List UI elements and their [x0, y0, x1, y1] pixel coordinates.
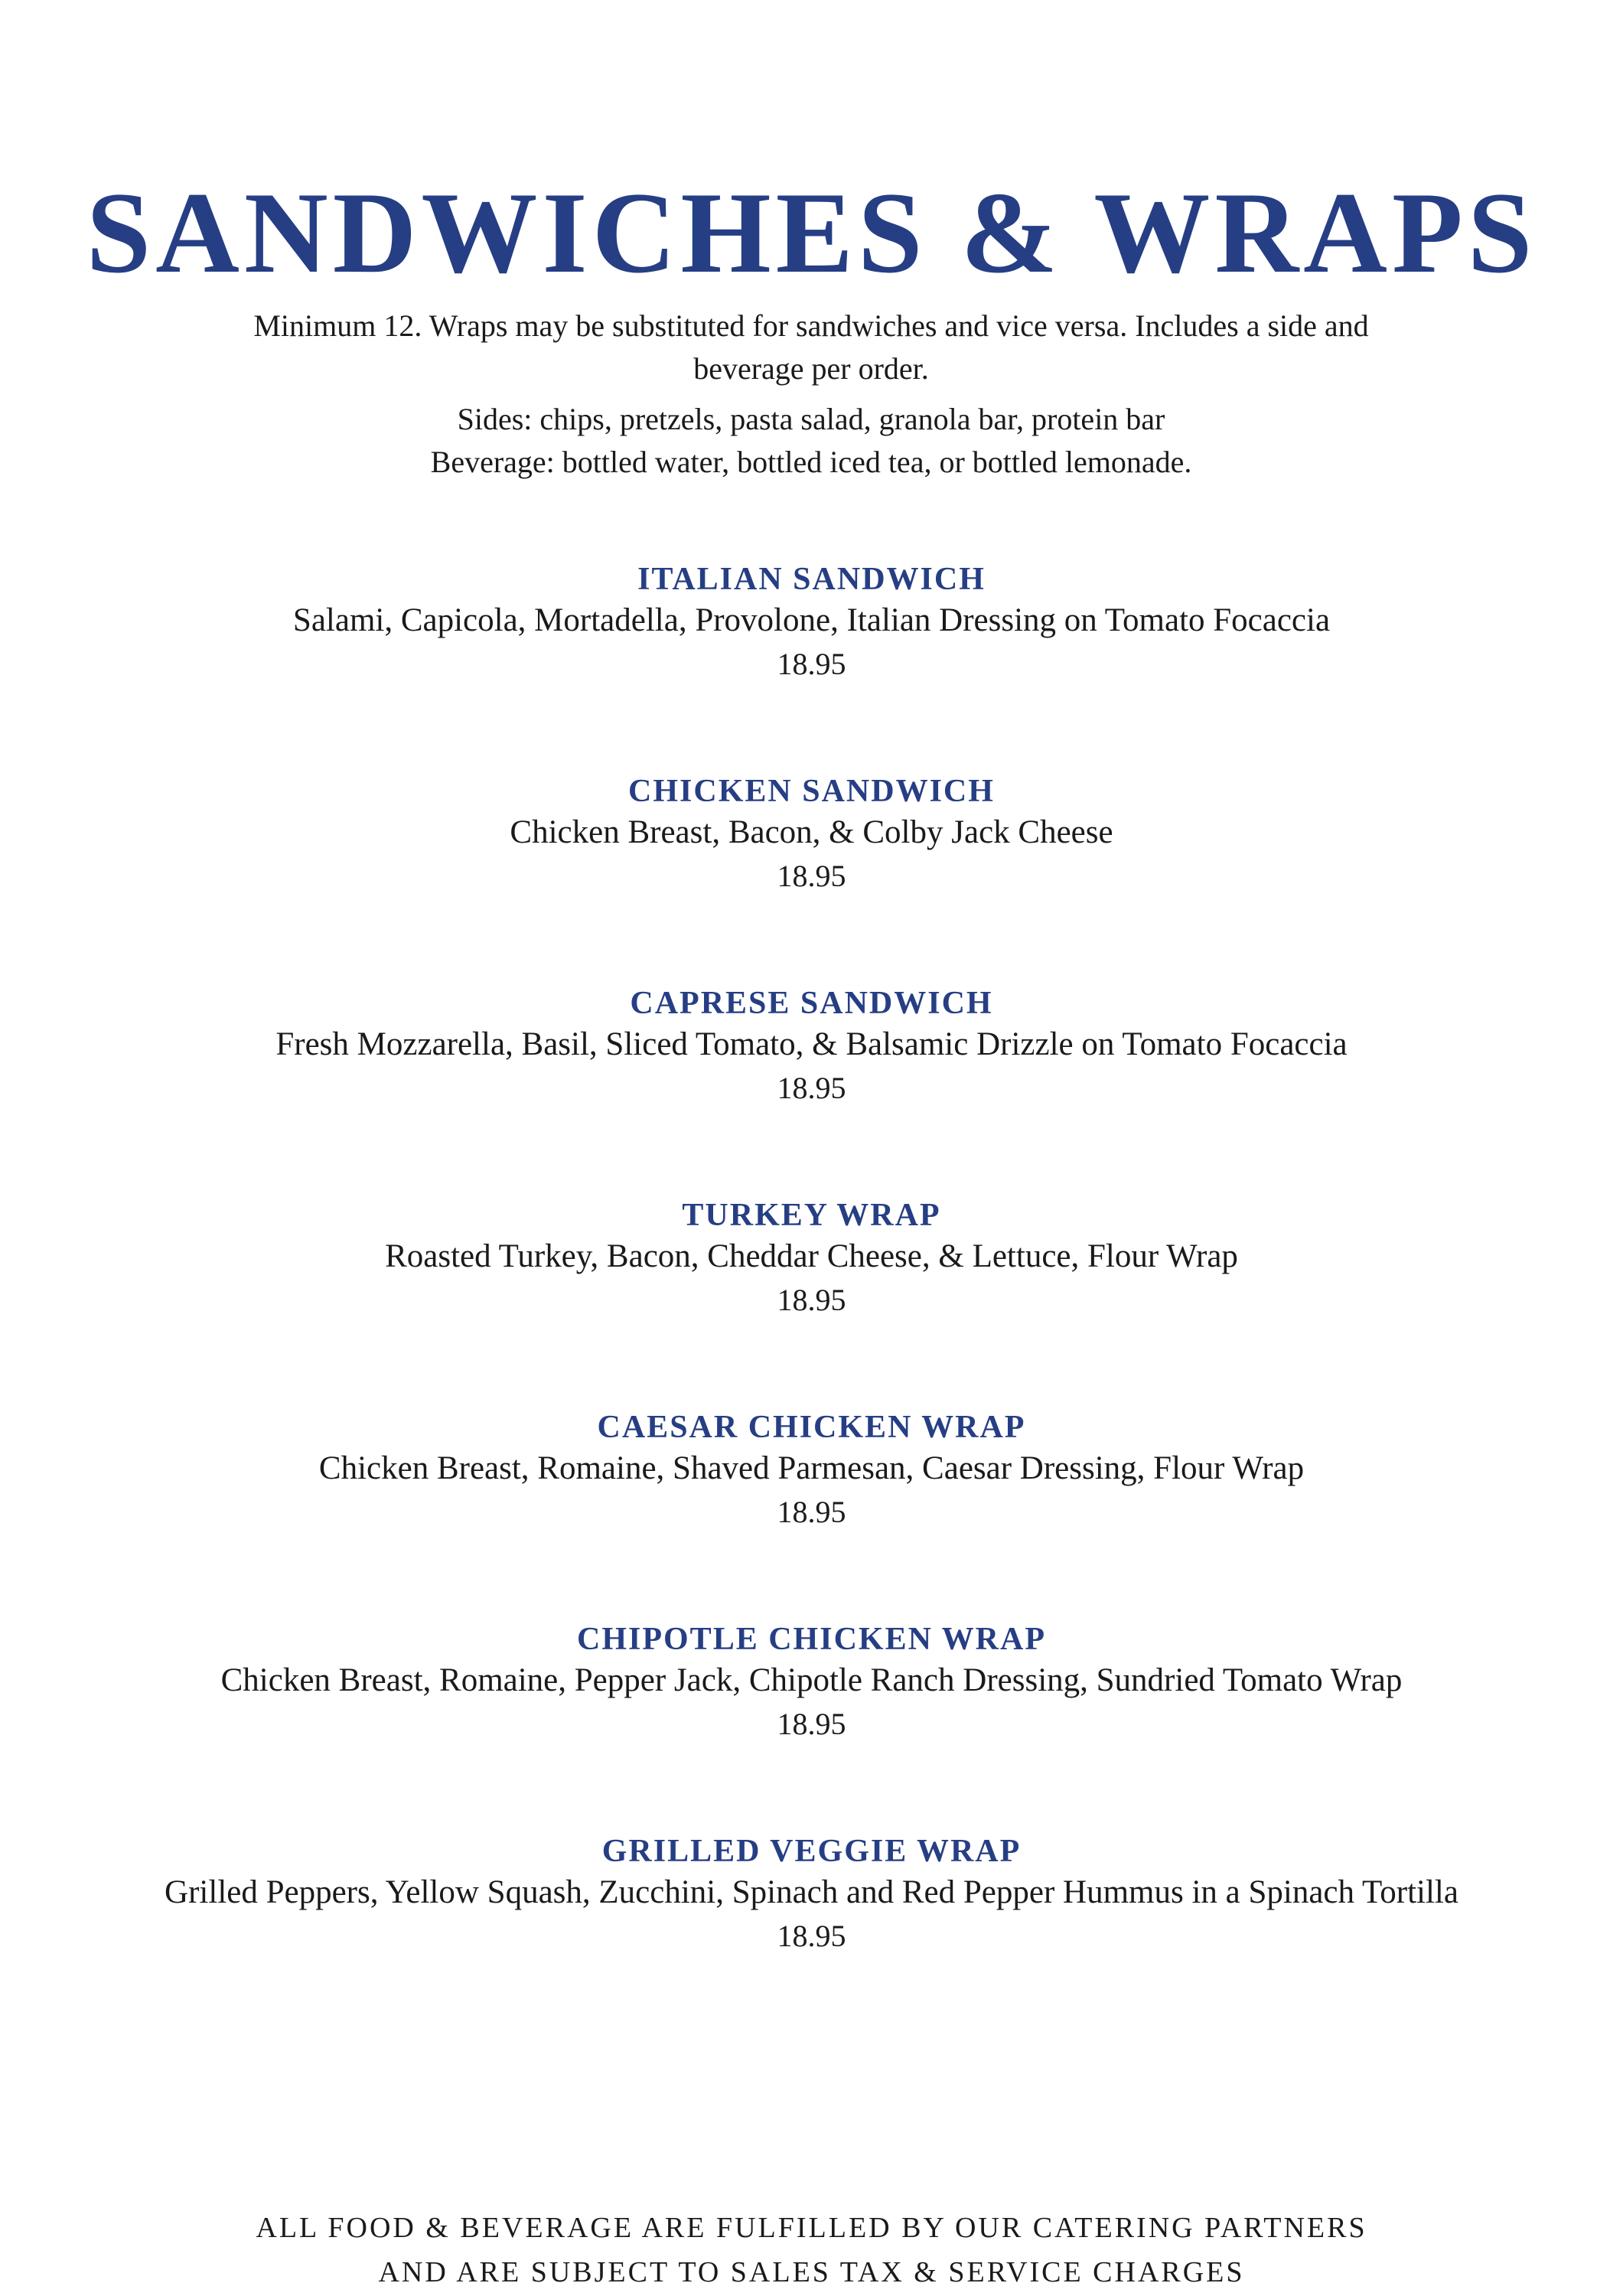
menu-item-price: 18.95 [777, 1071, 846, 1105]
intro-options [199, 398, 1423, 484]
menu-item-turkey-wrap [46, 1195, 1577, 1322]
menu-item-description: Chicken Breast, Romaine, Pepper Jack, Chipotle Ranch Dressing, Sundried Tomato Wrap [220, 1662, 1403, 1698]
footer-disclaimer [0, 2206, 1623, 2294]
menu-item-name: TURKEY WRAP [682, 1198, 941, 1233]
menu-item-italian-sandwich [46, 559, 1577, 687]
menu-item-caesar-chicken-wrap [46, 1407, 1577, 1534]
menu-item-price: 18.95 [777, 1707, 846, 1741]
menu-item-name: CHIPOTLE CHICKEN WRAP [577, 1622, 1046, 1657]
page-title: SANDWICHES & WRAPS [86, 168, 1537, 297]
menu-item-name: GRILLED VEGGIE WRAP [601, 1834, 1022, 1869]
menu-item-chicken-sandwich [46, 771, 1577, 899]
footer-line: AND ARE SUBJECT TO SALES TAX & SERVICE CHARGES [378, 2256, 1245, 2288]
menu-item-name: CAESAR CHICKEN WRAP [597, 1410, 1026, 1445]
menu-item-description: Salami, Capicola, Mortadella, Provolone, Italian Dressing on Tomato Focaccia [292, 602, 1331, 638]
menu-item-description: Grilled Peppers, Yellow Squash, Zucchini, Spinach and Red Pepper Hummus in a Spinach Tortilla [165, 1874, 1458, 1910]
menu-item-name: CHICKEN SANDWICH [628, 774, 995, 809]
menu-item-price: 18.95 [777, 1919, 846, 1953]
menu-item-description: Roasted Turkey, Bacon, Cheddar Cheese, & Lettuce, Flour Wrap [385, 1238, 1238, 1274]
menu-item-price: 18.95 [777, 1283, 846, 1317]
menu-item-chipotle-chicken-wrap [46, 1619, 1577, 1746]
menu-item-grilled-veggie-wrap [46, 1831, 1577, 1958]
menu-item-description: Fresh Mozzarella, Basil, Sliced Tomato, & Balsamic Drizzle on Tomato Focaccia [275, 1026, 1348, 1062]
beverage-line: Beverage: bottled water, bottled iced tea, or bottled lemonade. [430, 445, 1192, 479]
menu-item-name: ITALIAN SANDWICH [637, 562, 986, 597]
menu-item-caprese-sandwich [46, 983, 1577, 1110]
menu-item-name: CAPRESE SANDWICH [630, 986, 993, 1021]
footer-line: ALL FOOD & BEVERAGE ARE FULFILLED BY OUR CATERING PARTNERS [256, 2212, 1367, 2244]
menu-item-price: 18.95 [777, 647, 846, 681]
menu-item-price: 18.95 [777, 1495, 846, 1529]
menu-item-price: 18.95 [777, 859, 846, 893]
menu-item-description: Chicken Breast, Romaine, Shaved Parmesan, Caesar Dressing, Flour Wrap [318, 1450, 1305, 1486]
menu-item-description: Chicken Breast, Bacon, & Colby Jack Cheese [510, 814, 1113, 850]
intro-note: Minimum 12. Wraps may be substituted for sandwiches and vice versa. Includes a side and beverage per order. [253, 308, 1369, 386]
sides-line: Sides: chips, pretzels, pasta salad, granola bar, protein bar [457, 402, 1165, 436]
